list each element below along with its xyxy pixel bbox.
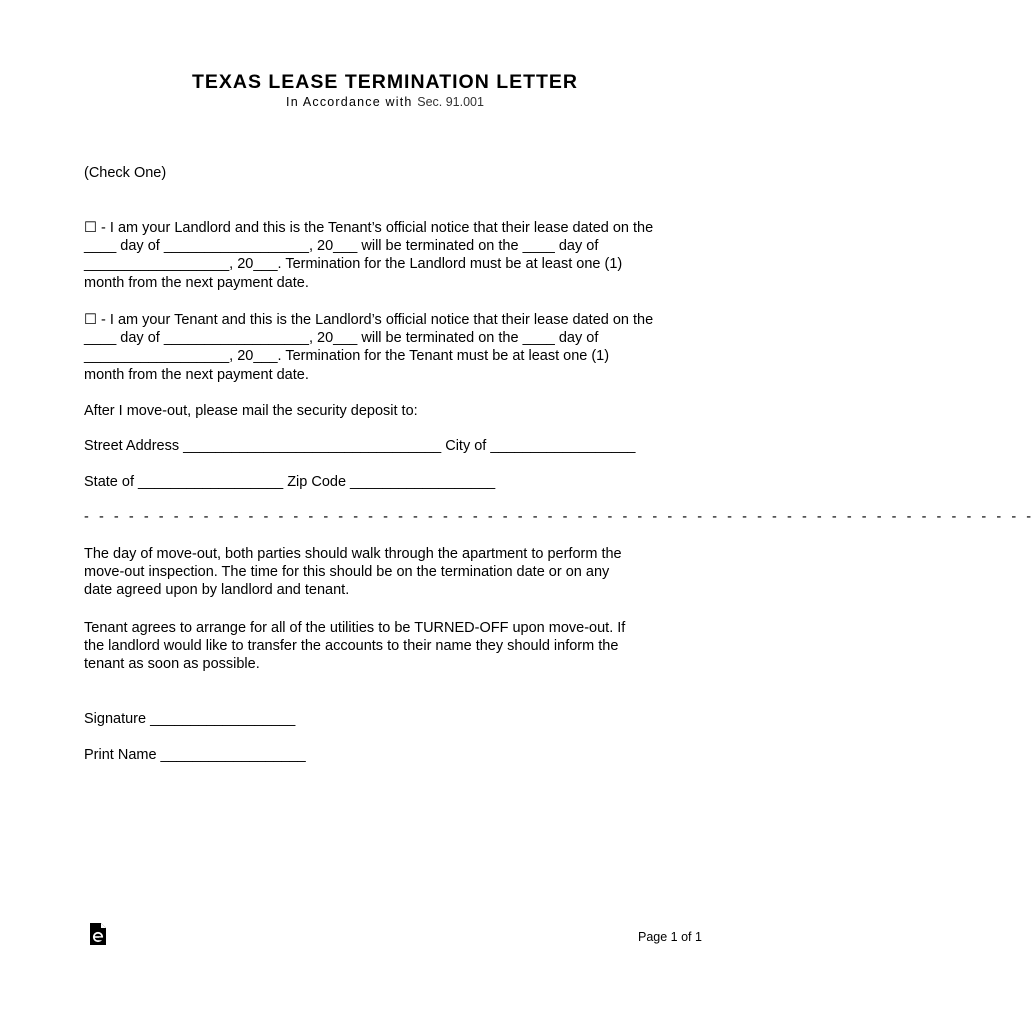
- page-number: Page 1 of 1: [638, 930, 702, 944]
- statute-reference: Sec. 91.001: [417, 95, 484, 109]
- tenant-option-line: ____ day of __________________, 20___ will be terminated on the ____ day of: [84, 330, 599, 347]
- inspection-line: move-out inspection. The time for this should be on the termination date or on any: [84, 564, 610, 581]
- deposit-intro: After I move-out, please mail the security deposit to:: [84, 403, 418, 419]
- inspection-line: The day of move-out, both parties should walk through the apartment to perform the: [84, 546, 622, 562]
- inspection-line: date agreed upon by landlord and tenant.: [84, 582, 350, 599]
- landlord-option-line: ☐ - I am your Landlord and this is the Tenant’s official notice that their lease dated on the: [84, 220, 654, 236]
- document-subtitle: [0, 95, 770, 109]
- separator-line: - - - - - - - - - - - - - - - - - - - - - - - - - - - - - - - - - - - - - - - - - - - - - - - - - - - - - - - - - - - - - - - -: [84, 509, 1034, 525]
- tenant-option-line: month from the next payment date.: [84, 366, 309, 383]
- inspection-paragraph: [84, 545, 694, 600]
- street-address-field[interactable]: Street Address ________________________________ City of __________________: [84, 438, 636, 454]
- check-one-label: (Check One): [84, 165, 167, 181]
- utilities-line: Tenant agrees to arrange for all of the utilities to be TURNED-OFF upon move-out. If: [84, 620, 626, 636]
- tenant-option-line: __________________, 20___. Termination for the Tenant must be at least one (1): [84, 348, 610, 365]
- tenant-option: [84, 311, 694, 384]
- signature-field[interactable]: Signature __________________: [84, 711, 296, 727]
- landlord-option: [84, 219, 694, 292]
- landlord-option-line: __________________, 20___. Termination for the Landlord must be at least one (1): [84, 256, 623, 273]
- eforms-logo-icon: [89, 922, 107, 946]
- utilities-line: tenant as soon as possible.: [84, 656, 260, 673]
- utilities-line: the landlord would like to transfer the accounts to their name they should inform the: [84, 638, 619, 655]
- tenant-option-line: ☐ - I am your Tenant and this is the Landlord’s official notice that their lease dated on the: [84, 312, 654, 328]
- landlord-option-line: month from the next payment date.: [84, 274, 309, 291]
- landlord-option-line: ____ day of __________________, 20___ will be terminated on the ____ day of: [84, 238, 599, 255]
- utilities-paragraph: [84, 619, 694, 674]
- print-name-field[interactable]: Print Name __________________: [84, 747, 306, 763]
- document-title: TEXAS LEASE TERMINATION LETTER: [191, 71, 579, 93]
- state-zip-field[interactable]: State of __________________ Zip Code __________________: [84, 474, 496, 490]
- subtitle-prefix: In Accordance with: [286, 95, 418, 109]
